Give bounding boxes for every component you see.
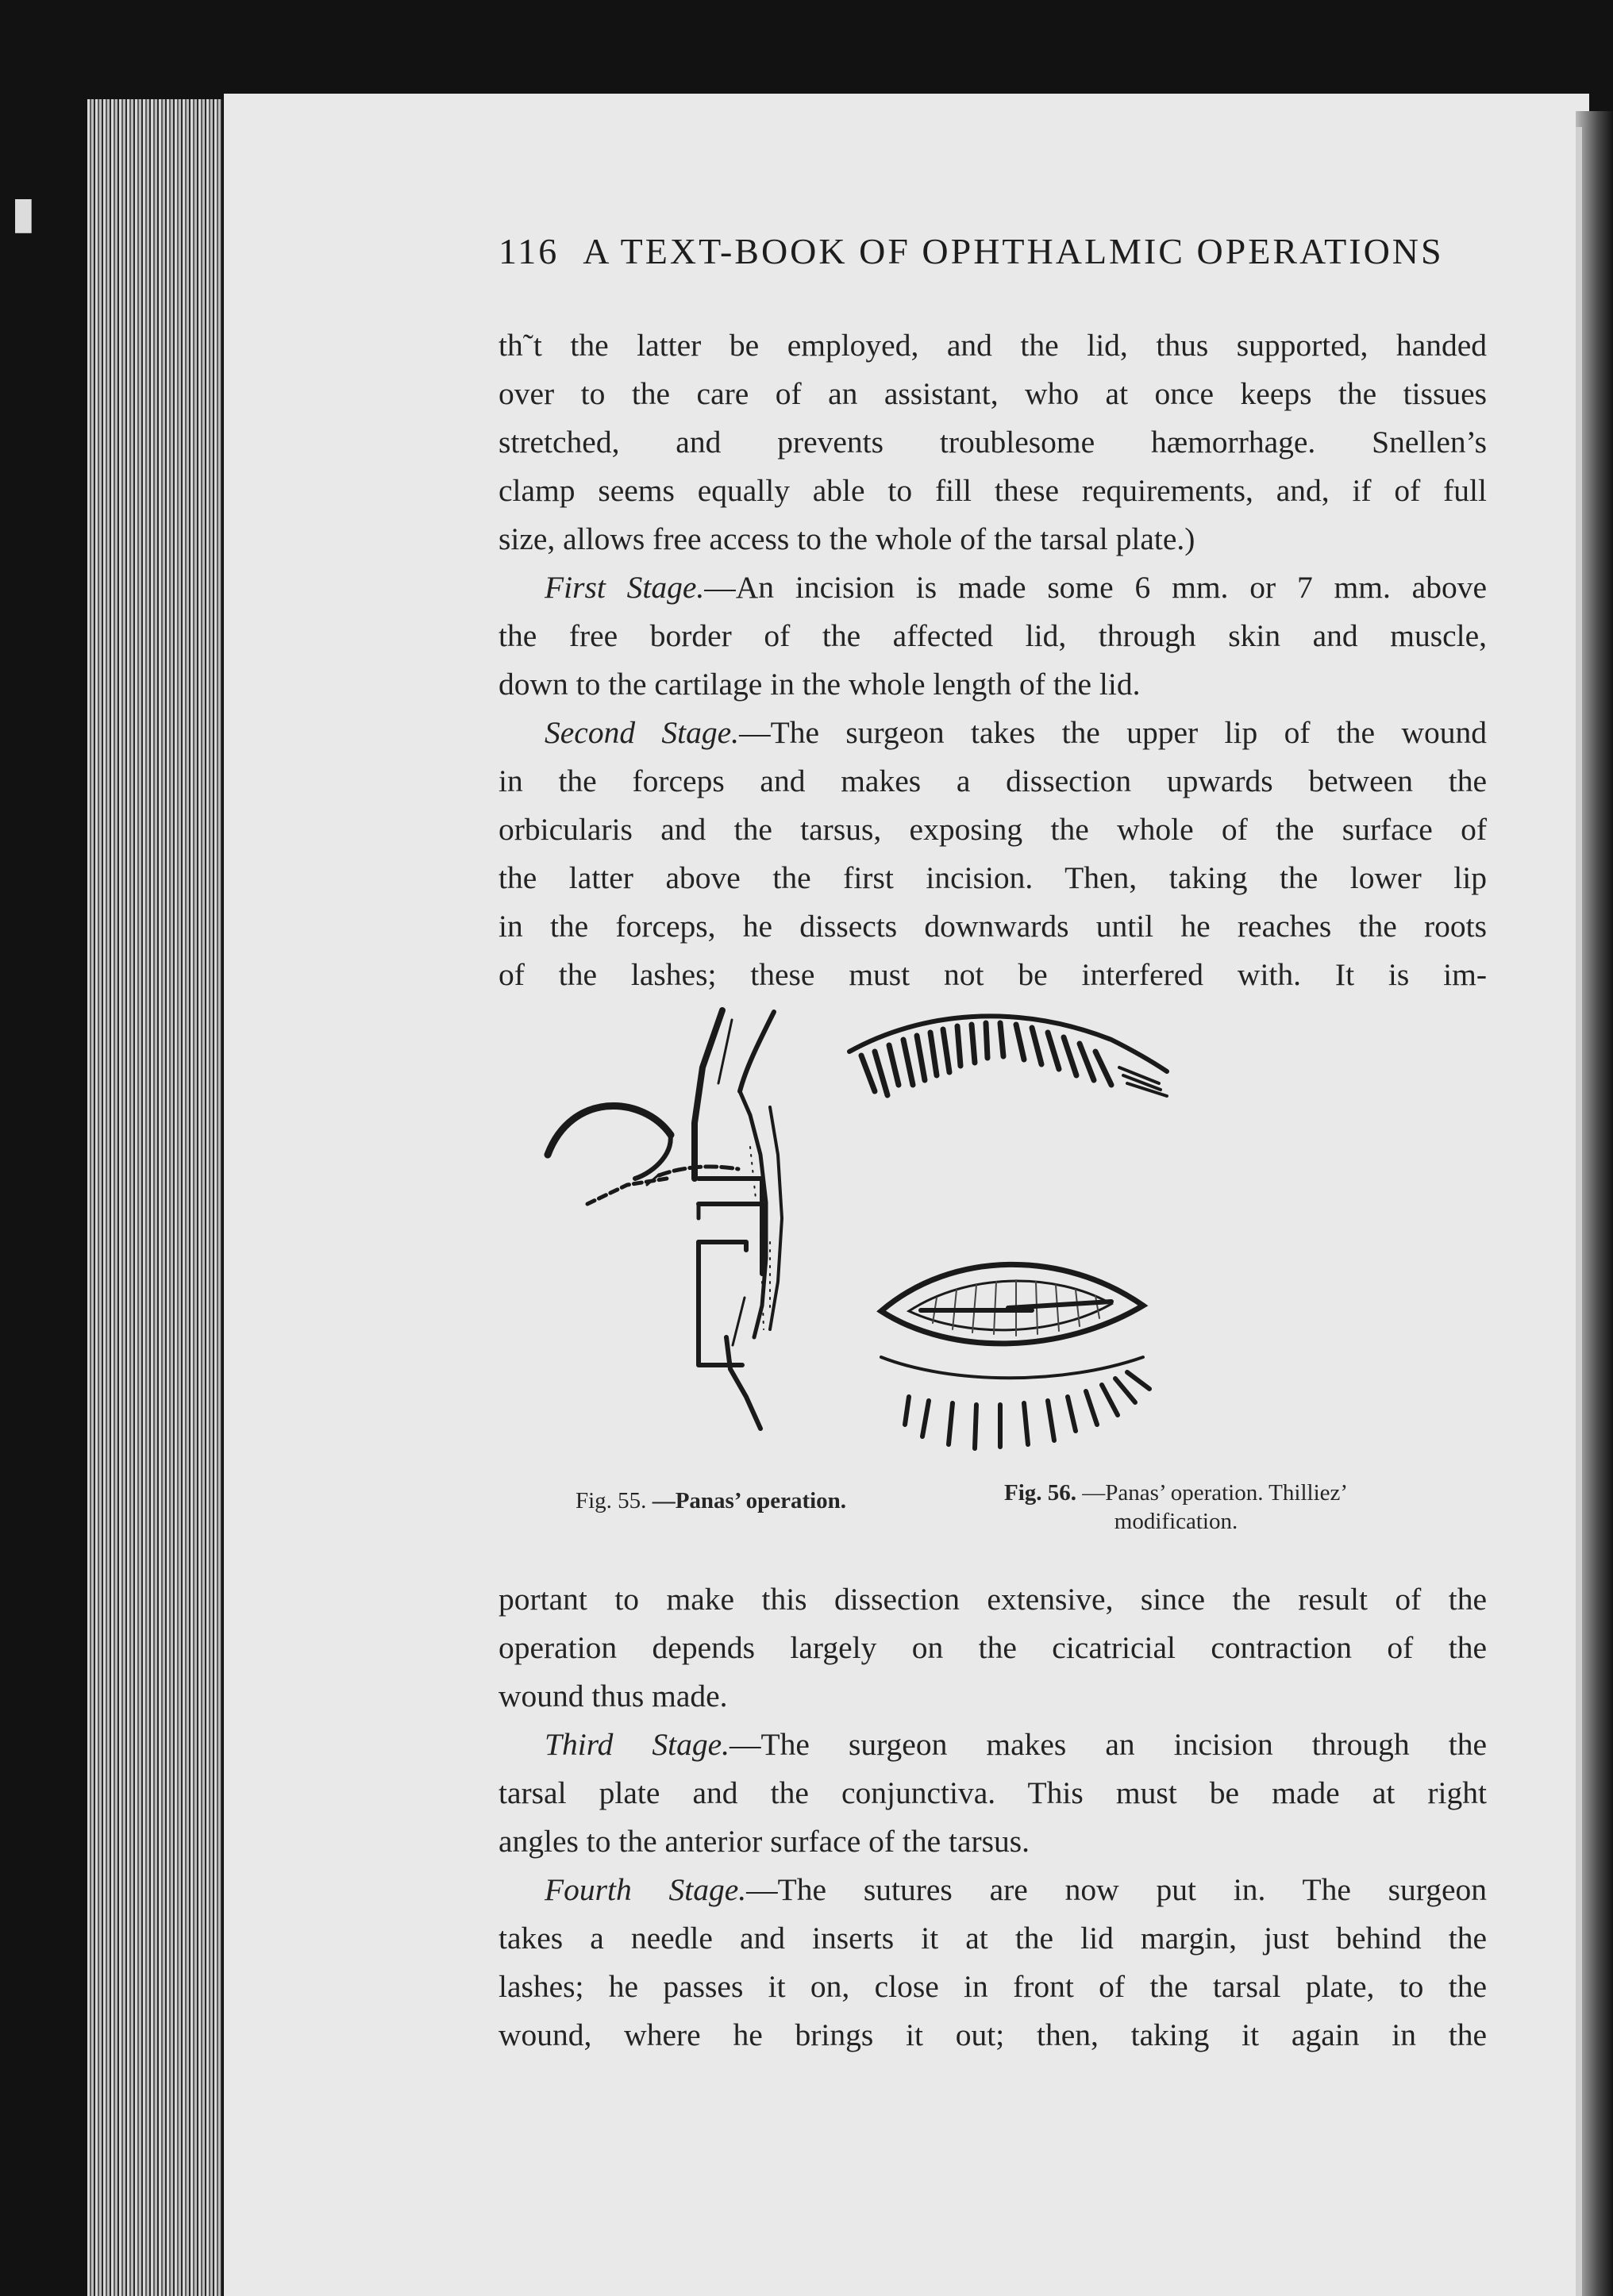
upper-line — [499, 515, 1487, 563]
scan-artifact-mark: ▮ — [11, 189, 36, 238]
page-number: 116 — [499, 231, 560, 271]
line-text: in the forceps and makes a dissection upwards between the — [499, 763, 1487, 798]
lower-line — [499, 1721, 1487, 1769]
figure-55-caption-text: —Panas’ operation. — [652, 1488, 847, 1513]
upper-line — [499, 902, 1487, 951]
line-text: wound, where he brings it out; then, taking it again in the — [499, 2017, 1487, 2052]
line-text: stretched, and prevents troublesome hæmorrhage. Snellen’s — [499, 425, 1487, 460]
line-text: the free border of the affected lid, through skin and muscle, — [499, 618, 1487, 653]
figures-area — [508, 996, 1492, 1544]
figure-55-caption — [576, 1488, 846, 1514]
line-text: portant to make this dissection extensive, since the result of the — [499, 1582, 1487, 1617]
line-text: —An incision is made some 6 mm. or 7 mm. above — [704, 570, 1488, 605]
line-text: tarsal plate and the conjunctiva. This must be made at right — [499, 1775, 1487, 1810]
lower-line — [499, 1769, 1487, 1817]
line-text: clamp seems equally able to fill these requirements, and, if of full — [499, 473, 1487, 508]
figure-illustrations — [508, 996, 1492, 1488]
line-text: the latter above the first incision. Then, taking the lower lip — [499, 860, 1487, 895]
upper-line — [499, 806, 1487, 854]
figure-56-caption — [1004, 1479, 1348, 1536]
line-text: in the forceps, he dissects downwards until he reaches the roots — [499, 909, 1487, 944]
body-text-upper — [499, 321, 1487, 999]
figure-56-caption-continued: modification. — [1114, 1509, 1238, 1534]
line-text: of the lashes; these must not be interfered with. It is im- — [499, 957, 1487, 992]
upper-line — [499, 854, 1487, 902]
line-text: orbicularis and the tarsus, exposing the whole of the surface of — [499, 812, 1487, 847]
lower-line — [499, 1672, 1487, 1721]
fig56-illustration — [849, 1016, 1167, 1448]
line-text: —The sutures are now put in. The surgeon — [746, 1872, 1488, 1907]
line-text: —The surgeon takes the upper lip of the wound — [739, 715, 1487, 750]
upper-line — [499, 757, 1487, 806]
upper-line — [499, 709, 1487, 757]
upper-line — [499, 612, 1487, 660]
upper-line — [499, 321, 1487, 370]
running-title: A TEXT-BOOK OF OPHTHALMIC OPERATIONS — [583, 231, 1444, 271]
upper-line — [499, 418, 1487, 467]
body-text-lower — [499, 1575, 1487, 2059]
book-page-edges — [87, 99, 222, 2296]
line-text: wound thus made. — [499, 1679, 728, 1713]
lower-line — [499, 1914, 1487, 1963]
running-head — [499, 230, 1459, 272]
fig55-illustration — [548, 1010, 782, 1429]
figure-55-label: Fig. 55. — [576, 1488, 647, 1513]
line-text: operation depends largely on the cicatricial contraction of the — [499, 1630, 1487, 1665]
stage-heading: Second Stage. — [545, 715, 740, 750]
stage-heading: Fourth Stage. — [545, 1872, 747, 1907]
upper-line — [499, 660, 1487, 709]
line-text: —The surgeon makes an incision through the — [730, 1727, 1487, 1762]
lower-line — [499, 1575, 1487, 1624]
line-text: down to the cartilage in the whole length of the lid. — [499, 667, 1141, 702]
stage-heading: Third Stage. — [545, 1727, 730, 1762]
figure-56-label: Fig. 56. — [1004, 1480, 1077, 1506]
lower-line — [499, 2011, 1487, 2059]
lower-line — [499, 1817, 1487, 1866]
upper-line — [499, 563, 1487, 612]
line-text: angles to the anterior surface of the tarsus. — [499, 1824, 1030, 1859]
line-text: lashes; he passes it on, close in front of the tarsal plate, to the — [499, 1969, 1487, 2004]
page-edge-highlight — [1576, 127, 1582, 2296]
lower-line — [499, 1963, 1487, 2011]
line-text: size, allows free access to the whole of the tarsal plate.) — [499, 521, 1195, 556]
upper-line — [499, 370, 1487, 418]
upper-line — [499, 467, 1487, 515]
stage-heading: First Stage. — [545, 570, 705, 605]
line-text: th˜t the latter be employed, and the lid, thus supported, handed — [499, 328, 1487, 363]
lower-line — [499, 1866, 1487, 1914]
upper-line — [499, 951, 1487, 999]
line-text: takes a needle and inserts it at the lid margin, just behind the — [499, 1921, 1487, 1956]
figure-56-caption-text: —Panas’ operation. Thilliez’ — [1082, 1480, 1349, 1506]
line-text: over to the care of an assistant, who at once keeps the tissues — [499, 376, 1487, 411]
lower-line — [499, 1624, 1487, 1672]
